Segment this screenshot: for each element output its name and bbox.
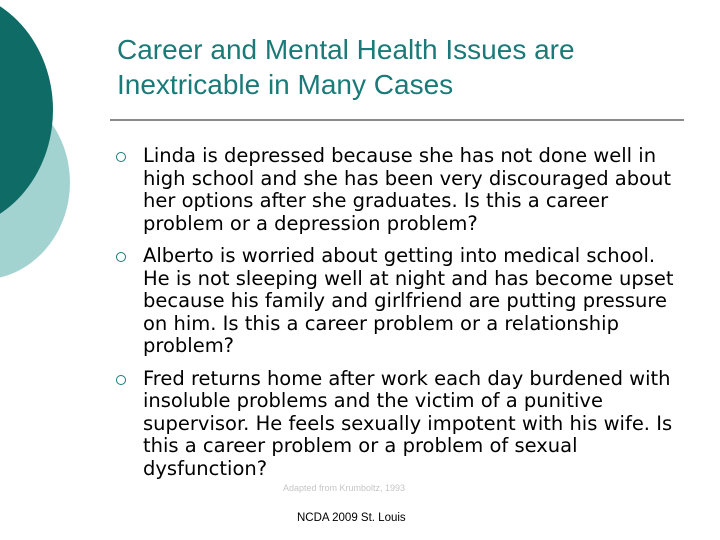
bullet-text: Fred returns home after work each day burdened with insoluble problems and the victim of a punitive supervisor. He feels sexually impotent with his wife. Is this a career problem or a problem of sexual dysfunction? — [143, 366, 673, 480]
slide-title — [117, 32, 697, 102]
slide-title-line-2: Inextricable in Many Cases — [117, 69, 454, 100]
citation-watermark: Adapted from Krumboltz, 1993 — [283, 483, 406, 493]
bullet-item-alberto — [116, 245, 686, 358]
bullet-circle-icon — [116, 152, 126, 162]
bullet-circle-icon — [116, 252, 126, 262]
slide-footer: NCDA 2009 St. Louis — [297, 512, 406, 524]
bullet-list — [116, 145, 686, 490]
bullet-text: Linda is depressed because she has not done well in high school and she has been very discouraged about her options after she graduates. Is this a career problem or a depression problem? — [143, 144, 672, 235]
bullet-item-linda — [116, 145, 686, 235]
title-divider — [110, 119, 684, 121]
bullet-circle-icon — [116, 375, 126, 385]
bullet-item-fred — [116, 368, 686, 481]
bullet-text: Alberto is worried about getting into medical school. He is not sleeping well at night and has become upset because his family and girlfriend are putting pressure on him. Is this a career problem or a relationship problem? — [143, 244, 674, 357]
slide-title-line-1: Career and Mental Health Issues are — [117, 34, 575, 65]
